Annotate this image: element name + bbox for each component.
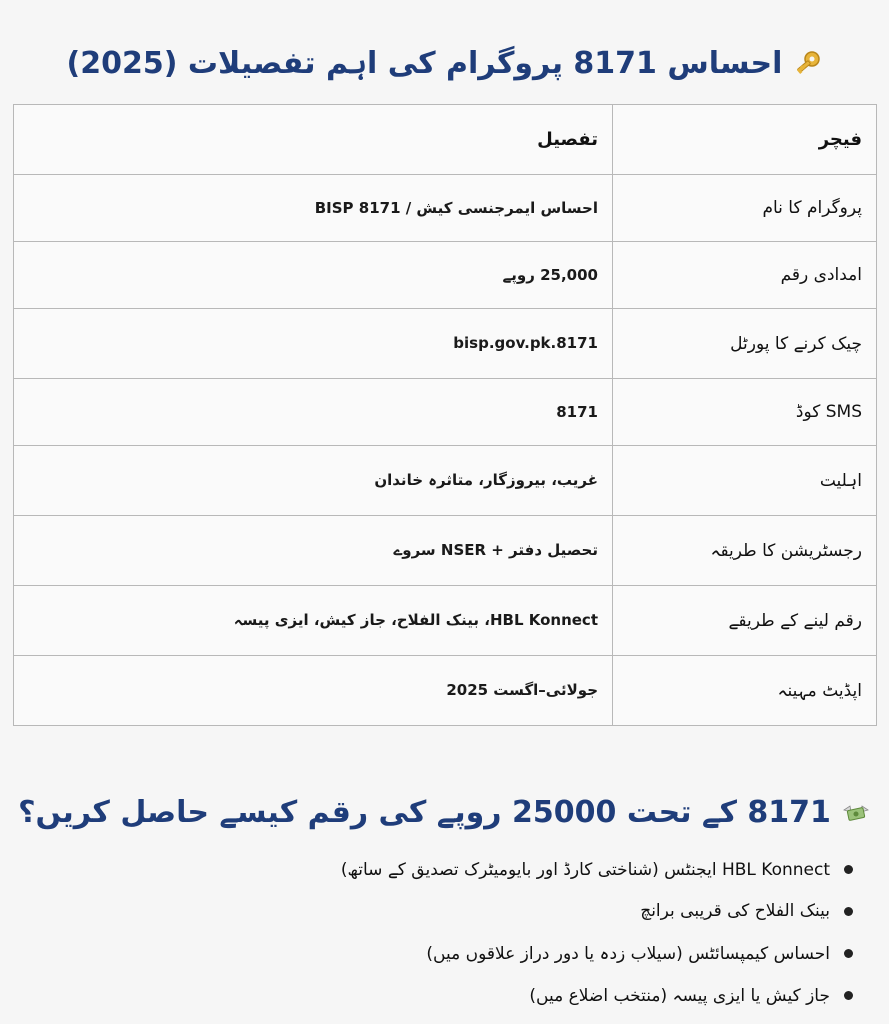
list-item-text: جاز کیش یا ایزی پیسہ (منتخب اضلاع میں) [529, 985, 830, 1006]
section-heading-program-details [18, 46, 871, 82]
bullet-icon [844, 949, 853, 958]
list-item-text: بینک الفلاح کی قریبی برانچ [640, 901, 830, 921]
value-cell: غریب، بیروزگار، متاثرہ خاندان [14, 445, 613, 515]
value-cell: 8171.bisp.gov.pk [14, 308, 613, 378]
money-wings-icon [841, 798, 871, 828]
feature-cell: رجسٹریشن کا طریقہ [613, 515, 877, 585]
table-row [14, 241, 877, 308]
list-item [33, 890, 853, 932]
feature-cell: امدادی رقم [613, 241, 877, 308]
bullet-icon [844, 865, 853, 874]
table-row [14, 655, 877, 725]
collection-methods-list [33, 848, 853, 1016]
table-header-row [14, 105, 877, 175]
bullet-icon [844, 907, 853, 916]
value-cell: HBL Konnect، بینک الفلاح، جاز کیش، ایزی پیسہ [14, 585, 613, 655]
value-cell: احساس ایمرجنسی کیش / BISP 8171 [14, 175, 613, 242]
feature-cell: اپڈیٹ مہینہ [613, 655, 877, 725]
feature-cell: SMS کوڈ [613, 378, 877, 445]
column-header-detail: تفصیل [14, 105, 613, 175]
list-item-text: احساس کیمپسائٹس (سیلاب زدہ یا دور دراز علاقوں میں) [426, 943, 830, 964]
list-item-text: HBL Konnect ایجنٹس (شناختی کارڈ اور بایومیٹرک تصدیق کے ساتھ) [340, 859, 830, 880]
list-item [33, 974, 853, 1016]
table-row [14, 445, 877, 515]
feature-cell: چیک کرنے کا پورٹل [613, 308, 877, 378]
feature-cell: پروگرام کا نام [613, 175, 877, 242]
section-title: 8171 کے تحت 25000 روپے کی رقم کیسے حاصل کریں؟ [18, 794, 831, 830]
column-header-feature: فیچر [613, 105, 877, 175]
table-row [14, 515, 877, 585]
value-cell: جولائی–اگست 2025 [14, 655, 613, 725]
value-cell: تحصیل دفتر + NSER سروے [14, 515, 613, 585]
section-heading-how-to-get [18, 795, 871, 831]
program-details-table [13, 104, 877, 726]
table-row [14, 308, 877, 378]
bullet-icon [844, 991, 853, 1000]
table-row [14, 585, 877, 655]
feature-cell: اہلیت [613, 445, 877, 515]
list-item [33, 932, 853, 974]
feature-cell: رقم لینے کے طریقے [613, 585, 877, 655]
table-row [14, 175, 877, 242]
table-row [14, 378, 877, 445]
value-cell: 8171 [14, 378, 613, 445]
key-icon [792, 49, 822, 79]
list-item [33, 848, 853, 890]
section-title: احساس 8171 پروگرام کی اہم تفصیلات (2025) [66, 46, 783, 82]
value-cell: 25,000 روپے [14, 241, 613, 308]
